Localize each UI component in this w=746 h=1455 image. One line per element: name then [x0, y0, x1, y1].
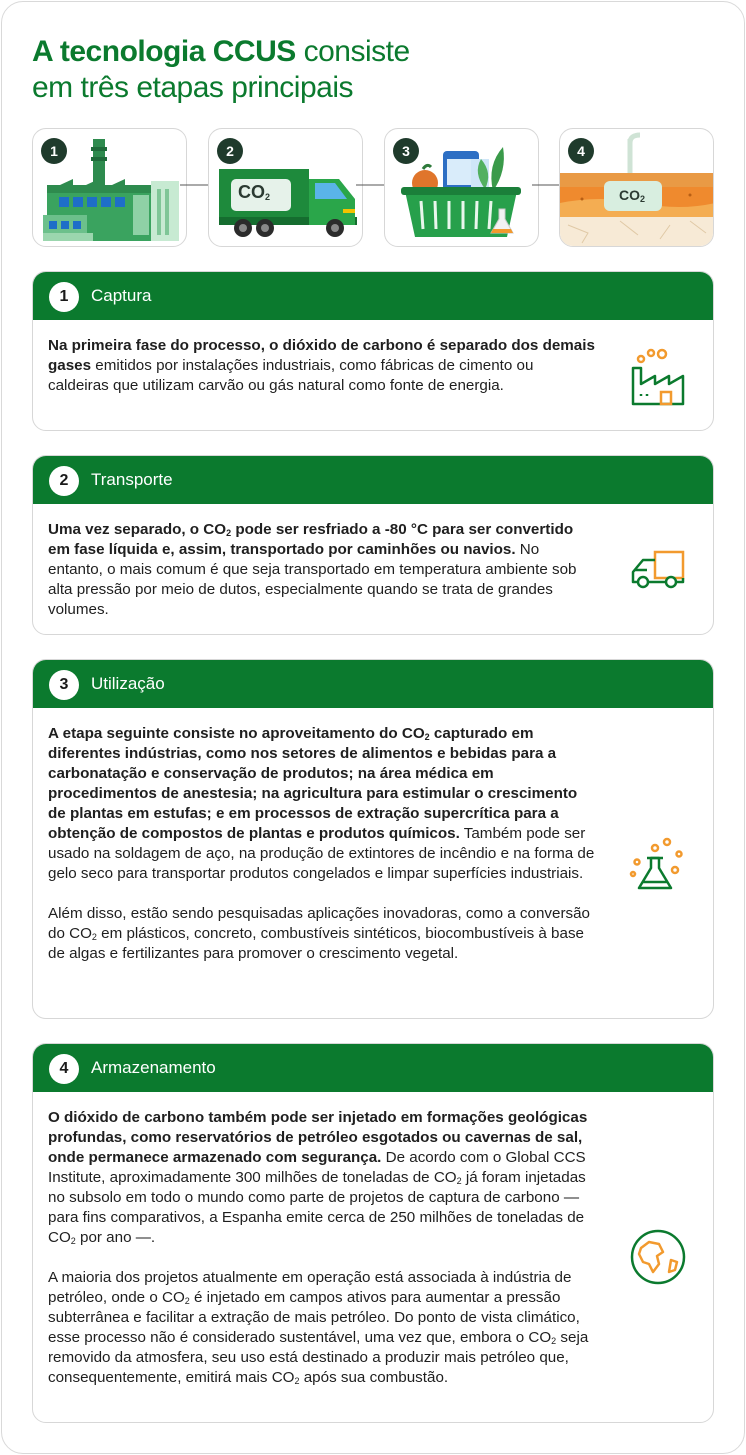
step-card-storage: [559, 128, 714, 247]
step-number: 2: [217, 138, 243, 164]
section-transport: [32, 455, 714, 635]
section-header: [33, 660, 713, 708]
step-number: 3: [393, 138, 419, 164]
section-number: 4: [49, 1054, 79, 1084]
section-utilization: [32, 659, 714, 1019]
section-title: Armazenamento: [91, 1058, 216, 1077]
section-number: 2: [49, 466, 79, 496]
section-title: Transporte: [91, 470, 173, 489]
section-storage: [32, 1043, 714, 1423]
section-title: Captura: [91, 286, 152, 305]
process-steps: [32, 128, 714, 247]
page-title: A tecnologia CCUS consiste em três etapas principais: [32, 35, 410, 104]
section-header: [33, 456, 713, 504]
step-card-utilization: [384, 128, 539, 247]
section-text: O dióxido de carbono também pode ser injetado em formações geológicas profundas, como reservatórios de petróleo esgotados ou cavernas de sal, onde permanece armazenado com segurança. De acordo com o Global CCS Institute, aproximadamente 300 milhões de toneladas de $CO_2$ já foram injetadas no subsolo em todo o mundo como parte de projetos de captura de carbono — para fins comparativos, a Espanha emite cerca de 250 milhões de toneladas de $CO_2$ por ano —. A maioria dos projetos atualmente em operação está associada à indústria de petróleo, onde o $CO_2$ é injetado em campos ativos para aumentar a pressão subterrânea e facilitar a extração de mais petróleo. Do ponto de vista climático, esse processo não é considerado sustentável, uma vez que, embora o $CO_2$ seja removido da atmosfera, seu uso está destinado a produzir mais petróleo que, consequentemente, emitirá mais $CO_2$ após sua combustão.: [48, 1109, 589, 1386]
step-card-capture: [32, 128, 187, 247]
section-header: [33, 272, 713, 320]
truck-co2-label: $CO_2$: [238, 182, 271, 202]
globe-icon: [627, 1226, 689, 1288]
section-text: A etapa seguinte consiste no aproveitamento do $CO_2$ capturado em diferentes indústrias, como nos setores de alimentos e bebidas para a carbonatação e conservação de produtos; na área médica em procedimentos de anestesia; na agricultura para estimular o crescimento de plantas em estufas; e em processos de extração supercrítica para a obtenção de compostos de plantas e produtos químicos. Também pode ser usado na soldagem de aço, na produção de extintores de incêndio e na forma de gelo seco para transportar produtos congelados e limpar superfícies industriais. Além disso, estão sendo pesquisadas aplicações inovadoras, como a conversão do $CO_2$ em plásticos, concreto, combustíveis sintéticos, biocombustíveis à base de algas e fertilizantes para promover o crescimento vegetal.: [48, 725, 595, 962]
truck-icon: [627, 538, 689, 600]
section-text: Uma vez separado, o $CO_2$ pode ser resfriado a -80 °C para ser convertido em fase líquida e, assim, transportado por caminhões ou navios. No entanto, o mais comum é que seja transportado em temperatura ambiente sob alta pressão por meio de dutos, especialmente quando se trata de grandes volumes.: [48, 521, 577, 618]
section-header: [33, 1044, 713, 1092]
lab-flask-icon: [627, 832, 689, 894]
section-capture: [32, 271, 714, 431]
section-title: Utilização: [91, 674, 165, 693]
section-number: 3: [49, 670, 79, 700]
step-number: 4: [568, 138, 594, 164]
section-number: 1: [49, 282, 79, 312]
section-text: Na primeira fase do processo, o dióxido de carbono é separado dos demais gases emitidos por instalações industriais, como fábricas de cimento ou caldeiras que utilizam carvão ou gás natural como fonte de energia.: [48, 337, 595, 394]
factory-icon: [627, 346, 689, 408]
step-card-transport: [208, 128, 363, 247]
storage-co2-label: $CO_2$: [619, 187, 646, 204]
step-number: 1: [41, 138, 67, 164]
